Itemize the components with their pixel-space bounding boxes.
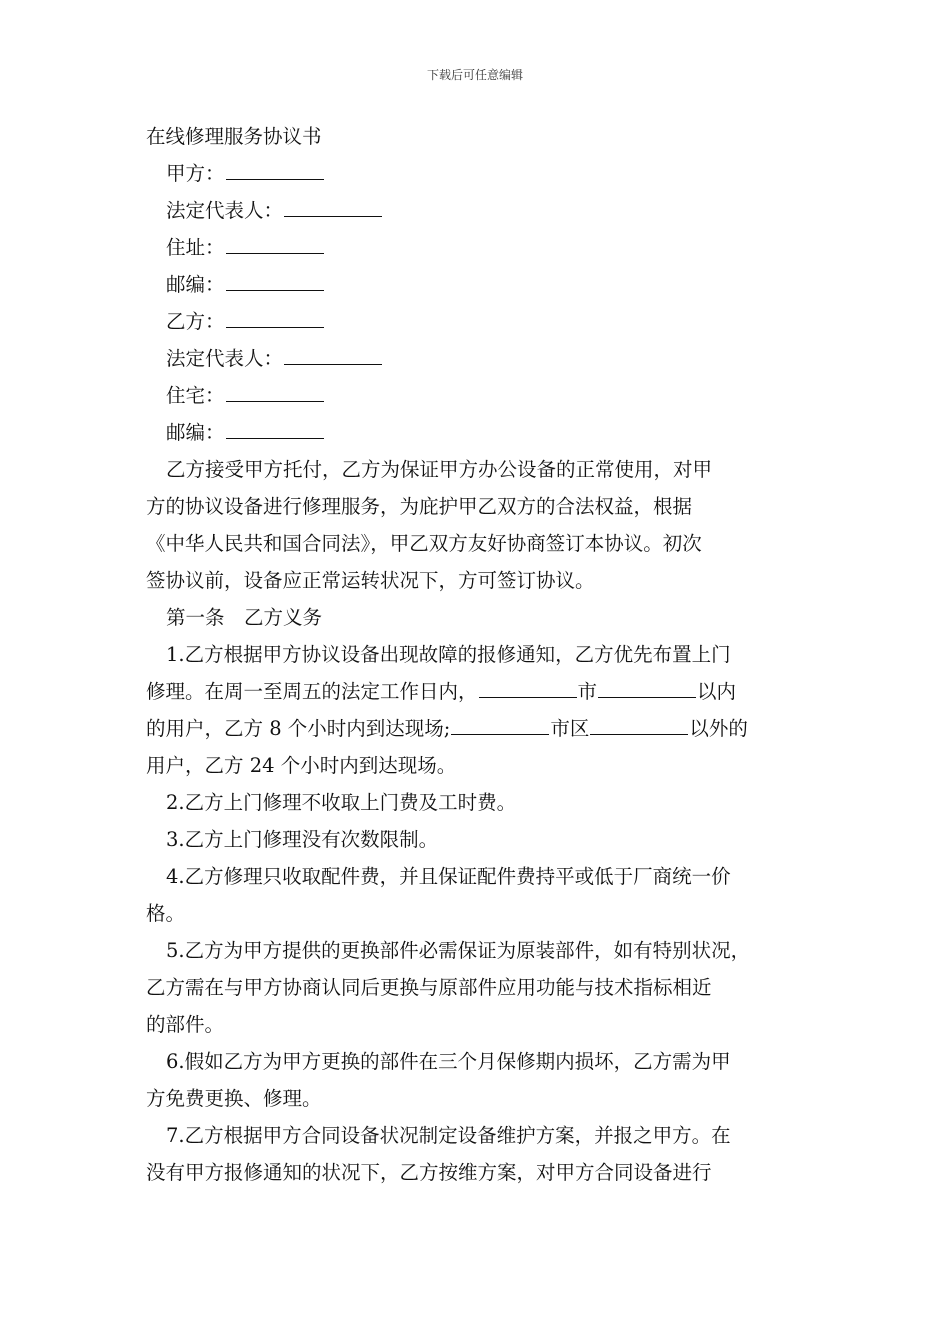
item-1-line-4: 用户，乙方 24 个小时内到达现场。 [146,754,457,777]
item-1-line-3-text-c: 以外的 [689,717,748,740]
intro-line-3: 《中华人民共和国合同法》，甲乙双方友好协商签订本协议。初次 [146,532,702,555]
party-a-address-blank[interactable] [226,233,324,254]
city-blank-2[interactable] [598,677,696,698]
item-4-line-2: 格。 [146,902,186,925]
item-5-line-3: 的部件。 [146,1013,225,1036]
party-b-postcode-label: 邮编： [166,421,225,444]
item-6-line-2: 方免费更换、修理。 [146,1087,322,1110]
item-1-line-2 [146,673,810,710]
party-b-label: 乙方： [166,310,225,333]
item-6-line-1: 6.假如乙方为甲方更换的部件在三个月保修期内损坏，乙方需为甲 [166,1050,731,1073]
party-b-line [146,303,810,340]
party-a-postcode-label: 邮编： [166,273,225,296]
item-1-line-2-text-c: 以内 [697,680,737,703]
item-5-line-1: 5.乙方为甲方提供的更换部件必需保证为原装部件，如有特别状况， [166,939,751,962]
party-b-blank[interactable] [226,307,324,328]
item-1-line-3-text-b: 市区 [550,717,590,740]
party-a-blank[interactable] [226,159,324,180]
party-b-rep-blank[interactable] [284,344,382,365]
item-7-line-2: 没有甲方报修通知的状况下，乙方按维方案，对甲方合同设备进行 [146,1161,712,1184]
intro-line-1: 乙方接受甲方托付，乙方为保证甲方办公设备的正常使用，对甲 [166,458,713,481]
item-1-line-3-text-a: 的用户，乙方 8 个小时内到达现场; [146,717,451,740]
party-a-label: 甲方： [166,162,225,185]
agreement-document [146,118,810,1191]
party-b-address-line [146,377,810,414]
party-a-rep-label: 法定代表人： [166,199,284,222]
item-5-line-2: 乙方需在与甲方协商认同后更换与原部件应用功能与技术指标相近 [146,976,712,999]
party-b-rep-line [146,340,810,377]
party-b-rep-label: 法定代表人： [166,347,284,370]
item-1-line-1: 1.乙方根据甲方协议设备出现故障的报修通知，乙方优先布置上门 [166,643,731,666]
intro-line-2: 方的协议设备进行修理服务，为庇护甲乙双方的合法权益，根据 [146,495,693,518]
party-a-postcode-blank[interactable] [226,270,324,291]
intro-line-4: 签协议前，设备应正常运转状况下，方可签订协议。 [146,569,595,592]
article-1-heading: 第一条 乙方义务 [166,606,323,629]
city-blank-1[interactable] [479,677,577,698]
city-blank-4[interactable] [590,714,688,735]
party-b-postcode-line [146,414,810,451]
item-1-line-3 [146,710,810,747]
item-3: 3.乙方上门修理没有次数限制。 [166,828,439,851]
document-title: 在线修理服务协议书 [146,125,322,148]
party-b-postcode-blank[interactable] [226,418,324,439]
page-header-note: 下载后可任意编辑 [426,68,523,82]
party-a-rep-blank[interactable] [284,196,382,217]
party-a-address-label: 住址： [166,236,225,259]
party-b-address-blank[interactable] [226,381,324,402]
party-a-line [146,155,810,192]
item-2: 2.乙方上门修理不收取上门费及工时费。 [166,791,517,814]
item-7-line-1: 7.乙方根据甲方合同设备状况制定设备维护方案，并报之甲方。在 [166,1124,731,1147]
party-a-postcode-line [146,266,810,303]
party-a-address-line [146,229,810,266]
city-blank-3[interactable] [451,714,549,735]
item-4-line-1: 4.乙方修理只收取配件费，并且保证配件费持平或低于厂商统一价 [166,865,731,888]
party-a-rep-line [146,192,810,229]
item-1-line-2-text-b: 市 [577,680,598,703]
item-1-line-2-text-a: 修理。在周一至周五的法定工作日内， [146,680,478,703]
party-b-address-label: 住宅： [166,384,225,407]
